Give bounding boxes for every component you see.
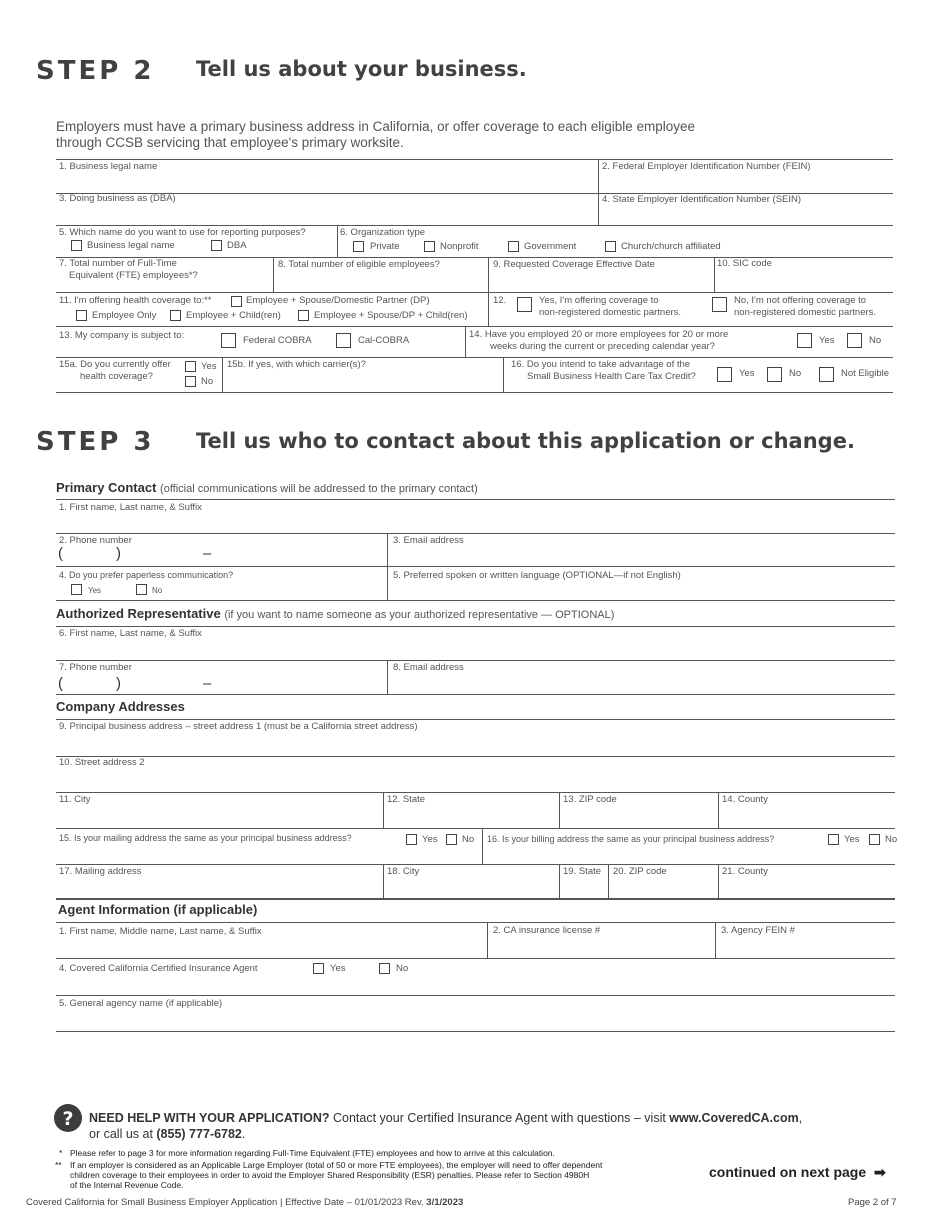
current-coverage-yes-label: Yes: [201, 361, 217, 372]
svg-text:?: ?: [62, 1108, 74, 1130]
rep-phone-field[interactable]: [58, 675, 212, 692]
tax-credit-line-1: 16. Do you intend to take advantage of the: [511, 359, 691, 370]
fein-field[interactable]: 2. Federal Employer Identification Number (FEIN): [602, 161, 811, 172]
org-type-label: 6. Organization type: [340, 227, 426, 238]
dp-no-checkbox[interactable]: [712, 297, 727, 312]
billing-same-no-label: No: [885, 834, 898, 845]
mailing-county-field[interactable]: 21. County: [722, 866, 768, 877]
paperless-label: 4. Do you prefer paperless communication?: [59, 570, 234, 580]
coverage-family-label: Employee + Spouse/DP + Child(ren): [314, 310, 468, 321]
phone-close-paren: ): [116, 675, 121, 692]
org-church-label: Church/church affiliated: [621, 241, 721, 252]
org-nonprofit-label: Nonprofit: [440, 241, 479, 252]
step2-intro: [56, 119, 695, 151]
dp-no-line-1: No, I'm not offering coverage to: [734, 295, 867, 306]
covered-ca-link[interactable]: www.CoveredCA.com: [669, 1111, 799, 1125]
continued-on-next-page: [709, 1164, 886, 1181]
city-field[interactable]: 11. City: [59, 794, 91, 805]
footnote-1-mark: *: [59, 1148, 63, 1158]
cobra-label: 13. My company is subject to:: [59, 330, 185, 341]
help-text: [89, 1110, 849, 1142]
reporting-dba-label: DBA: [227, 240, 247, 251]
current-coverage-no-label: No: [201, 376, 214, 387]
authorized-rep-subtitle: (if you want to name someone as your authorized representative — OPTIONAL): [224, 609, 615, 621]
intro-line-1: Employers must have a primary business address in California, or offer coverage to each eligible employee: [56, 119, 696, 134]
mailing-address-field[interactable]: 17. Mailing address: [59, 866, 142, 877]
agent-info-heading: Agent Information (if applicable): [58, 902, 258, 917]
agent-license-field[interactable]: 2. CA insurance license #: [493, 925, 601, 936]
phone-open-paren: (: [58, 675, 63, 692]
certified-agent-yes-label: Yes: [330, 963, 346, 974]
coverage-children-label: Employee + Child(ren): [186, 310, 281, 321]
street-address-2-field[interactable]: 10. Street address 2: [59, 757, 145, 768]
primary-contact-subtitle: (official communications will be addressed to the primary contact): [160, 483, 478, 495]
reporting-dba-checkbox[interactable]: [211, 240, 222, 251]
footnote-2: [70, 1160, 602, 1190]
phone-close-paren: ): [116, 545, 121, 562]
help-text-2: ,: [798, 1111, 803, 1125]
fte-label-2: Equivalent (FTE) employees*?: [69, 270, 198, 281]
current-coverage-yes-checkbox[interactable]: [185, 361, 196, 372]
org-government-label: Government: [524, 241, 577, 252]
continued-text: continued on next page: [709, 1164, 867, 1180]
agent-name-field[interactable]: 1. First name, Middle name, Last name, & Suffix: [59, 926, 262, 937]
employed-20-line-2: weeks during the current or preceding calendar year?: [490, 341, 715, 352]
mailing-state-field[interactable]: 19. State: [563, 866, 602, 877]
footer-doc-title: Covered California for Small Business Employer Application | Effective Date – 01/01/2023 Rev.: [26, 1197, 427, 1208]
employed-20-label: [469, 329, 728, 353]
mailing-city-field[interactable]: 18. City: [387, 866, 420, 877]
reporting-legal-name-checkbox[interactable]: [71, 240, 82, 251]
billing-same-label: 16. Is your billing address the same as your principal business address?: [487, 834, 775, 844]
step3-title: Tell us who to contact about this application or change.: [196, 429, 855, 453]
primary-phone-field[interactable]: [58, 545, 212, 562]
cal-cobra-label: Cal-COBRA: [358, 335, 410, 346]
reporting-legal-name-label: Business legal name: [87, 240, 175, 251]
primary-name-field[interactable]: 1. First name, Last name, & Suffix: [59, 502, 202, 513]
org-nonprofit-checkbox[interactable]: [424, 241, 435, 252]
dba-field[interactable]: 3. Doing business as (DBA): [59, 193, 176, 204]
footnote-2-mark: **: [55, 1160, 62, 1170]
current-coverage-label: [59, 359, 171, 383]
sic-code-field[interactable]: 10. SIC code: [717, 258, 772, 269]
authorized-rep-title: Authorized Representative: [56, 606, 221, 621]
mailing-same-label: 15. Is your mailing address the same as your principal business address?: [59, 833, 352, 843]
employed-20-no-label: No: [869, 335, 882, 346]
arrow-right-icon: ➡: [874, 1164, 886, 1180]
current-coverage-line-2: health coverage?: [80, 371, 153, 382]
question-icon-svg: [54, 1104, 82, 1132]
primary-phone-label: 2. Phone number: [59, 535, 132, 546]
footer-page-number: Page 2 of 7: [848, 1197, 897, 1208]
employed-20-no-checkbox[interactable]: [847, 333, 862, 348]
mailing-same-yes-label: Yes: [422, 834, 438, 845]
tax-credit-label: [511, 359, 696, 383]
general-agency-field[interactable]: 5. General agency name (if applicable): [59, 998, 223, 1009]
employed-20-yes-label: Yes: [819, 335, 835, 346]
company-addresses-heading: Company Addresses: [56, 699, 185, 714]
coverage-date-field[interactable]: 9. Requested Coverage Effective Date: [493, 259, 655, 270]
certified-agent-no-label: No: [396, 963, 409, 974]
primary-contact-title: Primary Contact: [56, 480, 157, 495]
agency-fein-field[interactable]: 3. Agency FEIN #: [721, 925, 795, 936]
mailing-same-yes-checkbox[interactable]: [406, 834, 417, 845]
carrier-field[interactable]: 15b. If yes, with which carrier(s)?: [227, 359, 366, 370]
mailing-same-no-label: No: [462, 834, 475, 845]
org-church-checkbox[interactable]: [605, 241, 616, 252]
paperless-no-label: No: [152, 586, 163, 595]
employed-20-line-1: 14. Have you employed 20 or more employees for 20 or more: [469, 329, 729, 340]
coverage-children-checkbox[interactable]: [170, 310, 181, 321]
coverage-spouse-dp-label: Employee + Spouse/Domestic Partner (DP): [246, 295, 430, 306]
footnote-1: Please refer to page 3 for more information regarding Full-Time Equivalent (FTE) employees and how to arrive at this calculation.: [70, 1148, 555, 1158]
federal-cobra-checkbox[interactable]: [221, 333, 236, 348]
employed-20-yes-checkbox[interactable]: [797, 333, 812, 348]
reporting-name-label: 5. Which name do you want to use for reporting purposes?: [59, 227, 306, 238]
authorized-rep-heading: [56, 606, 614, 621]
mailing-same-no-checkbox[interactable]: [446, 834, 457, 845]
billing-same-yes-checkbox[interactable]: [828, 834, 839, 845]
org-private-label: Private: [370, 241, 400, 252]
eligible-employees-field[interactable]: 8. Total number of eligible employees?: [278, 259, 440, 270]
principal-address-field[interactable]: 9. Principal business address – street address 1 (must be a California street address): [59, 721, 418, 732]
certified-agent-yes-checkbox[interactable]: [313, 963, 324, 974]
tax-credit-not-eligible-label: Not Eligible: [841, 368, 890, 379]
cal-cobra-checkbox[interactable]: [336, 333, 351, 348]
intro-line-2: through CCSB servicing that employee's primary worksite.: [56, 135, 404, 150]
rep-email-field[interactable]: 8. Email address: [393, 662, 464, 673]
county-field[interactable]: 14. County: [722, 794, 768, 805]
coverage-employee-only-label: Employee Only: [92, 310, 157, 321]
dp-yes-line-2: non-registered domestic partners.: [539, 307, 682, 318]
dp-no-label: [734, 295, 876, 319]
org-private-checkbox[interactable]: [353, 241, 364, 252]
paperless-yes-checkbox[interactable]: [71, 584, 82, 595]
footnote-2-line-2: children coverage to their employees in order to avoid the Employer Shared Responsibility (ESR) penalties. Please refer to Section 4980H: [70, 1170, 590, 1180]
zip-field[interactable]: 13. ZIP code: [563, 794, 617, 805]
paperless-no-checkbox[interactable]: [136, 584, 147, 595]
step3-number: STEP 3: [36, 427, 155, 457]
step2-number: STEP 2: [36, 56, 155, 86]
rep-phone-label: 7. Phone number: [59, 662, 132, 673]
dp-yes-checkbox[interactable]: [517, 297, 532, 312]
help-text-1: Contact your Certified Insurance Agent with questions – visit: [329, 1111, 670, 1125]
tax-credit-no-checkbox[interactable]: [767, 367, 782, 382]
rep-name-field[interactable]: 6. First name, Last name, & Suffix: [59, 628, 202, 639]
dp-question-number: 12.: [493, 295, 507, 306]
billing-same-no-checkbox[interactable]: [869, 834, 880, 845]
business-legal-name-field[interactable]: 1. Business legal name: [59, 161, 158, 172]
tax-credit-yes-label: Yes: [739, 368, 755, 379]
footer-rev-date: 3/1/2023: [426, 1197, 464, 1208]
primary-email-field[interactable]: 3. Email address: [393, 535, 464, 546]
federal-cobra-label: Federal COBRA: [243, 335, 312, 346]
current-coverage-line-1: 15a. Do you currently offer: [59, 359, 171, 370]
coverage-spouse-dp-checkbox[interactable]: [231, 296, 242, 307]
help-text-4: .: [241, 1127, 246, 1141]
coverage-employee-only-checkbox[interactable]: [76, 310, 87, 321]
help-phone[interactable]: (855) 777-6782: [156, 1127, 242, 1141]
footnote-2-line-1: If an employer is considered as an Applicable Large Employer (total of 50 or more FTE employees), the employer will need to offer dependent: [70, 1160, 603, 1170]
preferred-language-field[interactable]: 5. Preferred spoken or written language (OPTIONAL—if not English): [393, 570, 681, 581]
tax-credit-not-eligible-checkbox[interactable]: [819, 367, 834, 382]
tax-credit-yes-checkbox[interactable]: [717, 367, 732, 382]
dp-yes-line-1: Yes, I'm offering coverage to: [539, 295, 659, 306]
certified-agent-label: 4. Covered California Certified Insurance Agent: [59, 963, 258, 974]
dp-no-line-2: non-registered domestic partners.: [734, 307, 877, 318]
tax-credit-line-2: Small Business Health Care Tax Credit?: [527, 371, 696, 382]
certified-agent-no-checkbox[interactable]: [379, 963, 390, 974]
mailing-zip-field[interactable]: 20. ZIP code: [613, 866, 667, 877]
fte-label-1: 7. Total number of Full-Time: [59, 258, 177, 269]
billing-same-yes-label: Yes: [844, 834, 860, 845]
phone-dash: –: [203, 545, 212, 562]
paperless-yes-label: Yes: [88, 586, 102, 595]
sein-field[interactable]: 4. State Employer Identification Number (SEIN): [602, 194, 802, 205]
org-government-checkbox[interactable]: [508, 241, 519, 252]
fte-field[interactable]: [59, 258, 198, 282]
dp-yes-label: [539, 295, 681, 319]
coverage-family-checkbox[interactable]: [298, 310, 309, 321]
help-text-3: or call us at: [89, 1127, 157, 1141]
phone-open-paren: (: [58, 545, 63, 562]
footnote-2-line-3: of the Internal Revenue Code.: [70, 1180, 184, 1190]
state-field[interactable]: 12. State: [387, 794, 426, 805]
step2-title: Tell us about your business.: [196, 57, 527, 81]
footer-doc-info: [26, 1197, 463, 1208]
coverage-offer-label: 11. I'm offering health coverage to:**: [59, 295, 212, 306]
current-coverage-no-checkbox[interactable]: [185, 376, 196, 387]
tax-credit-no-label: No: [789, 368, 802, 379]
phone-dash: –: [203, 675, 212, 692]
question-icon: [54, 1104, 82, 1132]
primary-contact-heading: [56, 480, 478, 495]
help-heading: NEED HELP WITH YOUR APPLICATION?: [89, 1111, 330, 1125]
